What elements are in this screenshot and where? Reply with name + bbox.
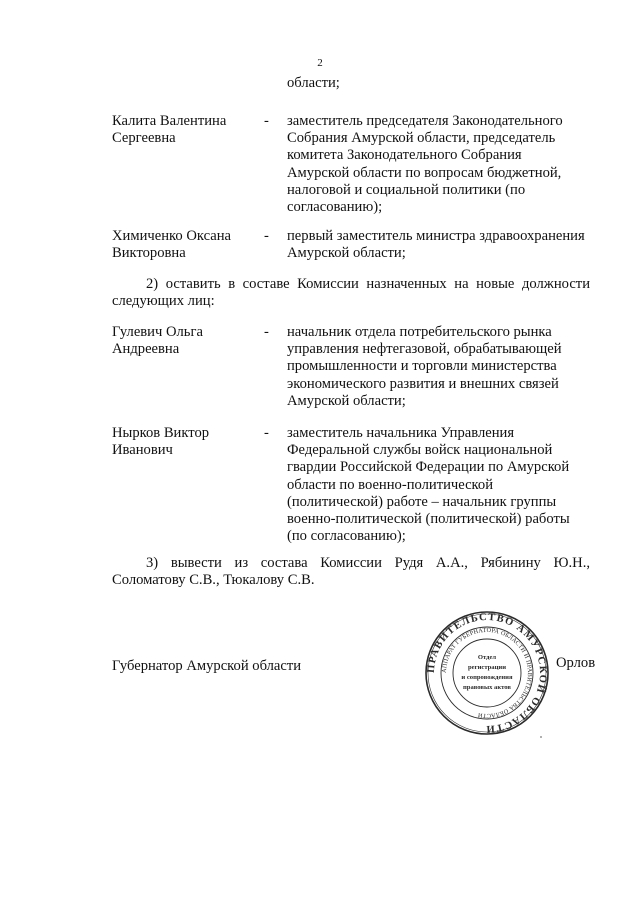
position-line: начальник отдела потребительского рынка (287, 324, 552, 340)
position-line: первый заместитель министра здравоохранения (287, 228, 585, 244)
position-line: заместитель председателя Законодательного (287, 113, 563, 129)
member-name (112, 228, 252, 262)
continuation-text: области; (287, 75, 340, 91)
member-position (287, 228, 590, 262)
member-name (112, 324, 252, 358)
position-line: экономического развития и внешних связей (287, 375, 559, 392)
position-line: Федеральной службы войск национальной (287, 442, 553, 459)
page-number: 2 (317, 57, 323, 69)
position-line: заместитель начальника Управления (287, 425, 515, 441)
position-line: области по военно-политической (287, 476, 494, 493)
seal-center-line: регистрации (468, 664, 506, 671)
member-name-line: Викторовна (112, 245, 186, 262)
dash: - (264, 425, 269, 441)
paragraph-line: 2) оставить в составе Комиссии назначенных на новые должности (146, 276, 590, 292)
member-position (287, 324, 590, 410)
member-name-line: Сергеевна (112, 130, 176, 147)
member-name-line: Иванович (112, 442, 173, 459)
member-position (287, 425, 590, 545)
seal-inner-text: АППАРАТ ГУБЕРНАТОРА ОБЛАСТИ И ПРАВИТЕЛЬСТВА ОБЛАСТИ (440, 626, 534, 720)
paragraph-line: 3) вывести из состава Комиссии Рудя А.А., Рябинину Ю.Н., (146, 555, 590, 571)
position-line: (политической) работе – начальник группы (287, 493, 557, 510)
member-name (112, 113, 252, 147)
seal-outer-text: ПРАВИТЕЛЬСТВО АМУРСКОЙ ОБЛАСТИ (425, 611, 549, 735)
position-line: Амурской области; (287, 392, 406, 409)
position-line: военно-политической (политической) работы (287, 511, 570, 528)
position-line: Собрания Амурской области, председатель (287, 130, 556, 147)
position-line: согласованию); (287, 199, 383, 216)
position-line: управления нефтегазовой, обрабатывающей (287, 341, 562, 358)
paragraph-line: следующих лиц: (112, 293, 215, 310)
paragraph-keep (112, 276, 590, 310)
paragraph-line: Соломатову С.В., Тюкалову С.В. (112, 572, 315, 589)
position-line: налоговой и социальной политики (по (287, 181, 526, 198)
member-name-line: Нырков Виктор (112, 425, 210, 441)
member-name-line: Калита Валентина (112, 113, 227, 129)
seal-center-line: правовых актов (462, 684, 512, 691)
signature-surname: Орлов (556, 655, 596, 671)
seal-center-line: Отдел (477, 654, 497, 661)
dash: - (264, 228, 269, 244)
position-line: Амурской области по вопросам бюджетной, (287, 164, 562, 181)
position-line: комитета Законодательного Собрания (287, 147, 522, 164)
seal-center-line: и сопровождения (461, 674, 513, 681)
position-line: Амурской области; (287, 245, 406, 262)
position-line: гвардии Российской Федерации по Амурской (287, 459, 570, 476)
official-seal (424, 610, 550, 736)
dash: - (264, 324, 269, 340)
member-name-line: Гулевич Ольга (112, 324, 203, 340)
paragraph-exclude (112, 555, 590, 589)
position-line: (по согласованию); (287, 528, 406, 545)
position-line: промышленности и торговли министерства (287, 358, 557, 375)
member-position (287, 113, 590, 216)
signature-title: Губернатор Амурской области (112, 658, 302, 674)
dash: - (264, 113, 269, 129)
member-name-line: Химиченко Оксана (112, 228, 232, 244)
ink-dot (540, 736, 542, 738)
member-name-line: Андреевна (112, 341, 180, 358)
member-name (112, 425, 252, 459)
